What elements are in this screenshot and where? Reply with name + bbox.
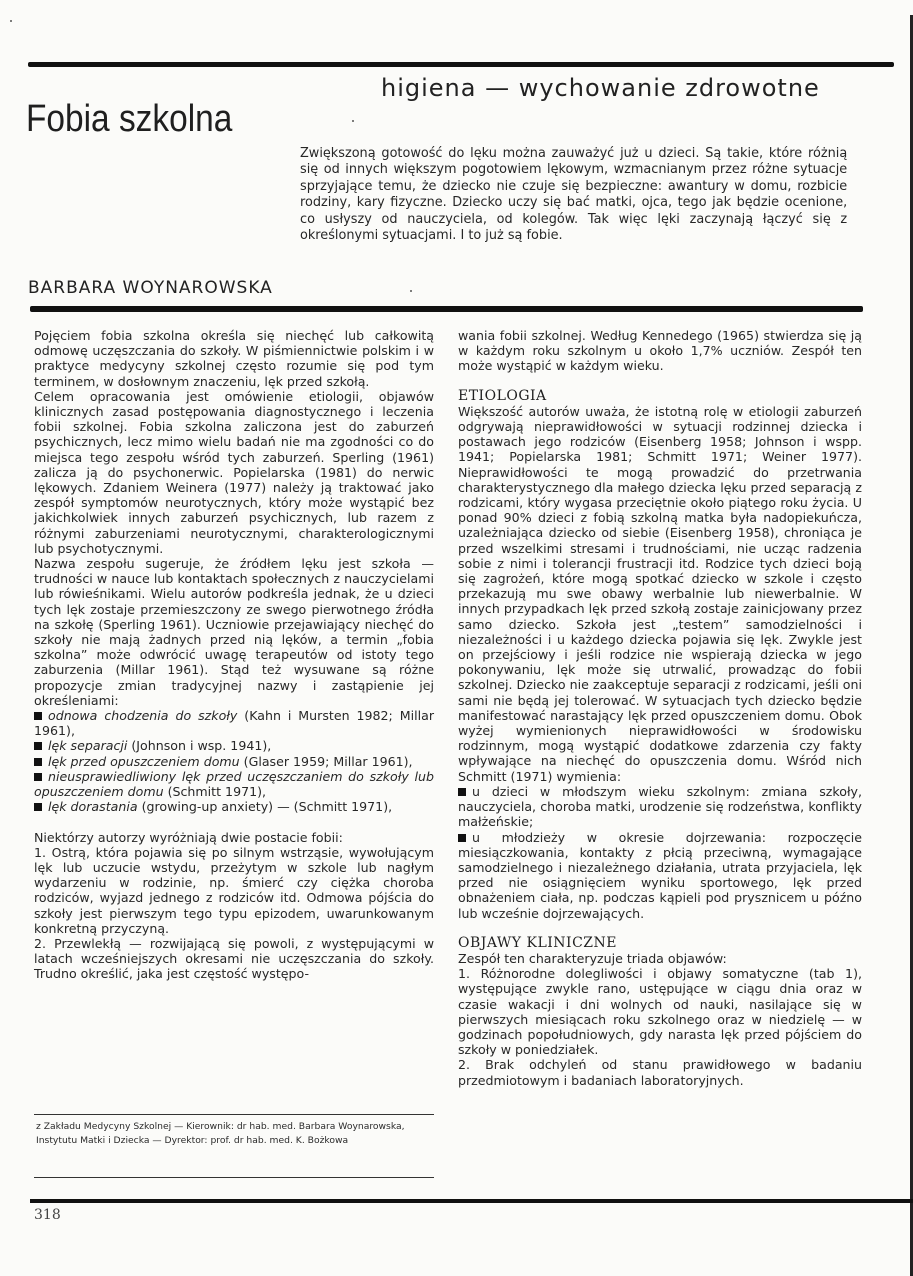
term-reference: (growing-up anxiety) — (Schmitt 1971), [137,799,393,815]
term-list-item [34,738,434,753]
article-title: Fobia szkolna [26,98,233,140]
term-name: odnowa chodzenia do szkoły [48,708,238,724]
spacer [34,815,434,830]
term-name: lęk dorastania [48,799,138,815]
footnote-rule-bottom [34,1177,434,1178]
term-reference: (Johnson i wsp. 1941), [127,738,272,754]
term-list-item [34,799,434,814]
affiliation-footnote: z Zakładu Medycyny Szkolnej — Kierownik: dr hab. med. Barbara Woynarowska, Instytutu Matki i Dziecka — Dyrektor: prof. dr hab. med. K. Bożkowa [36,1121,405,1146]
author-name: BARBARA WOYNAROWSKA [28,278,273,298]
left-column [34,328,434,982]
aim-paragraph: Celem opracowania jest omówienie etiologii, objawów klinicznych zasad postępowania diagnostycznego i leczenia fobii szkolnej. Fobia szkolna zaliczona jest do zaburzeń psychicznych, lecz mimo wielu badań nie ma zgodności co do miejsca tego zespołu wśród tych zaburzeń. Sperling (1961) zalicza ją do psychonerwic. Popielarska (1981) do nerwic lękowych. Zdaniem Weinera (1977) należy ją traktować jako zespół symptomów neurotycznych, który może wystąpić bez jakichkolwiek innych zaburzeń psychicznych, lub razem z różnymi zaburzeniami neurotycznymi, charakterologicznymi lub psychotycznymi. [34,388,434,556]
spacer [458,374,862,389]
scan-speck [410,290,412,292]
risk-list-item: u młodzieży w okresie dojrzewania: rozpoczęcie miesiączkowania, kontakty z płcią przeciwną, wymagające samodzielnego i niezależnego działania, utrata przyjaciela, lęk przed nie osiągnięciem wyniku sportowego, lęk przed obnażeniem ciała, np. podczas kąpieli pod prysznicem u późno lub wcześnie dojrzewających. [458,829,862,921]
bottom-rule [30,1199,913,1203]
page-number: 318 [34,1207,61,1223]
term-list-item [34,708,434,738]
scan-speck [10,20,12,22]
section-label: higiena — wychowanie zdrowotne [381,74,820,102]
term-name: nieusprawiedliwiony lęk przed uczęszczaniem do szkoły lub opuszczeniem domu [34,768,434,800]
clinical-heading: OBJAWY KLINICZNE [458,934,617,951]
term-reference: (Glaser 1959; Millar 1961), [239,753,413,769]
right-column [458,328,862,1088]
risk-list-item: u dzieci w młodszym wieku szkolnym: zmiana szkoły, nauczyciela, choroba matki, urodzenie się rodzeństwa, konflikty małżeńskie; [458,783,862,830]
form-chronic: 2. Przewlekłą — rozwijającą się powoli, z występującymi w latach wcześniejszych okresami nie uczęszczania do szkoły. Trudno określić, jaka jest częstość występo- [34,935,434,982]
lead-paragraph: Zwiększoną gotowość do lęku można zauważyć już u dzieci. Są takie, które różnią się od innych większym pogotowiem lękowym, wzmacnianym przez różne sytuacje sprzyjające temu, że dziecko nie czuje się bezpieczne: awantury w domu, rozbicie rodziny, kary fizyczne. Dziecko uczy się bać matki, ojca, tego jak będzie ocenione, co usłyszy od nauczyciela, od kolegów. Tak więc lęki zaczynają łączyć się z określonymi sytuacjami. I to już są fobie. [300,146,848,244]
forms-intro: Niektórzy autorzy wyróżniają dwie postacie fobii: [34,829,343,845]
header-divider [30,306,863,312]
clinical-intro: Zespół ten charakteryzuje triada objawów: [458,950,727,966]
spacer [458,921,862,936]
top-rule [28,62,894,67]
etiology-heading: ETIOLOGIA [458,387,547,404]
term-reference: (Kahn i Mursten 1982; Millar 1961), [34,708,435,739]
term-list-item [34,754,434,769]
etiology-text: Większość autorów uważa, że istotną rolę w etiologii zaburzeń odgrywają nieprawidłowości w sytuacji rodzinnej dziecka i postawach jego rodziców (Eisenberg 1958; Johnson i wspp. 1941; Popielarska 1981; Schmitt 1971; Weiner 1977). Nieprawidłowości te mogą prowadzić do przetrwania charakterystycznego dla małego dziecka lęku przed separacją z rodzicami, który wygasa przeciętnie około piątego roku życia. U ponad 90% dzieci z fobią szkolną matka była nadopiekuńcza, uzależniająca dziecko od siebie (Eisenberg 1958), chroniąca je przed wszelkimi stresami i trudnościami, nie ucząc radzenia sobie z nimi i tolerancji frustracji itd. Rodzice tych dzieci boją się zagrożeń, które mogą spotkać dziecko w szkole i często przekazują mu swe obawy werbalnie lub niewerbalnie. W innych przypadkach lęk przed szkołą zostaje zainicjowany przez samo dziecko. Szkoła jest „testem” samodzielności i niezależności i u każdego dziecka pojawia się lęk. Zwykle jest on przejściowy i jeśli rodzice nie wspierają dziecka w jego pokonywaniu, lęk może się utrwalić, prowadząc do fobii szkolnej. Dziecko nie zaakceptuje separacji z rodzicami, jeśli oni sami nie będą jej tolerować. W sytuacjach tych dziecko będzie manifestować narastający lęk przed opuszczeniem domu. Obok wyżej wymienionych nieprawidłowości w środowisku rodzinnym, mogą wystąpić dodatkowe zdarzenia czy fakty wpływające na niechęć do opuszczenia domu. Wśród nich Schmitt (1971) wymienia: [458,403,862,784]
footnote-rule-top [34,1114,434,1115]
intro-paragraph: Pojęciem fobia szkolna określa się niechęć lub całkowitą odmowę uczęszczania do szkoły. W piśmiennictwie polskim i w praktyce medycyny szkolnej często rozumie się pod tym terminem, w dosłownym znaczeniu, lęk przed szkołą. [34,328,434,389]
term-name: lęk przed opuszczeniem domu [48,753,240,769]
term-name: lęk separacji [48,738,128,754]
scan-speck [352,120,354,122]
clinical-item: 1. Różnorodne dolegliwości i objawy somatyczne (tab 1), występujące zwykle rano, ustępujące w ciągu dnia oraz w czasie wakacji i dni wolnych od nauki, nasilające się w pierwszych miesiącach roku szkolnego oraz w niedzielę — w godzinach popołudniowych, gdy narasta lęk przed pójściem do szkoły w poniedziałek. [458,966,862,1058]
term-list-item [34,769,434,799]
term-reference: (Schmitt 1971), [163,784,267,800]
clinical-item: 2. Brak odchyleń od stanu prawidłowego w badaniu przedmiotowym i badaniach laboratoryjnych. [458,1057,862,1088]
name-paragraph: Nazwa zespołu sugeruje, że źródłem lęku jest szkoła — trudności w nauce lub kontaktach społecznych z nauczycielami lub rówieśnikami. Wielu autorów podkreśla jednak, że u dzieci tych lęk zostaje przemieszczony ze swego pierwotnego źródła na szkołę (Sperling 1961). Uczniowie przejawiający niechęć do szkoły nie mają żadnych przed nią lęków, a termin „fobia szkolna” może odwrócić uwagę terapeutów od istoty tego zaburzenia (Millar 1961). Stąd też wysuwane są różne propozycje zmian tradycyjnej nazwy i zastąpienie jej określeniami: [34,556,434,708]
form-acute: 1. Ostrą, która pojawia się po silnym wstrząsie, wywołującym lęk lub uczucie wstydu, przeżytym w szkole lub nagłym wydarzeniu w rodzinie, np. śmierć czy ciężka choroba rodziców, wyjazd jednego z rodziców itd. Odmowa pójścia do szkoły jest pierwszym tego typu epizodem, uwarunkowanym konkretną przyczyną. [34,844,434,936]
continuation-paragraph: wania fobii szkolnej. Według Kennedego (1965) stwierdza się ją w każdym roku szkolnym u około 1,7% uczniów. Zespół ten może wystąpić w każdym wieku. [458,328,862,374]
